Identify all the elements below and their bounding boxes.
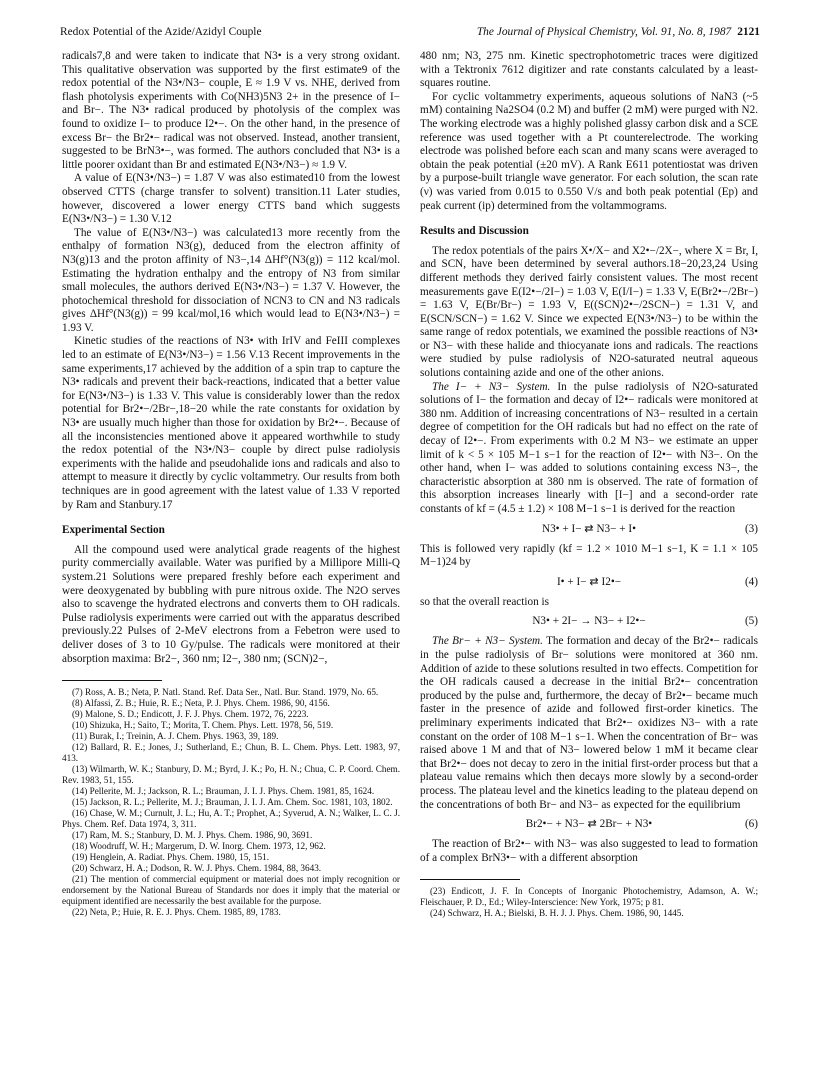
footnote: (20) Schwarz, H. A.; Dodson, R. W. J. Phys. Chem. 1984, 88, 3643. [72,863,322,874]
footnote: (18) Woodruff, W. H.; Margerum, D. W. Inorg. Chem. 1973, 12, 962. [72,841,326,852]
paragraph [420,635,758,812]
footnotes-right [420,886,758,919]
footnote: (22) Neta, P.; Huie, R. E. J. Phys. Chem. 1985, 89, 1783. [72,907,281,918]
footnote: (8) Alfassi, Z. B.; Huie, R. E.; Neta, P. J. Phys. Chem. 1986, 90, 4156. [72,698,330,709]
paragraph: A value of E(N3•/N3−) = 1.87 V was also estimated10 from the lowest observed CTTS (charge transfer to solvent) transition.11 Later studies, however, discovered a lower energy CTTS band which suggests E(N3•/N3−) = 1.30 V.12 [62,172,400,226]
equation-5 [420,615,758,629]
page-number: 2121 [737,26,760,38]
equation-text: N3• + I− ⇄ N3− + I• [541,522,637,535]
footnotes-left [62,687,400,918]
paragraph [420,381,758,517]
right-column [420,50,758,919]
paragraph: 480 nm; N3, 275 nm. Kinetic spectrophotometric traces were digitized with a Tektronix 7612 digitizer and rate constants calculated by a least-squares routine. [420,50,758,90]
equation-text: I• + I− ⇄ I2•− [556,575,622,588]
running-title: Redox Potential of the Azide/Azidyl Couple [60,26,262,38]
footnote: (14) Pellerite, M. J.; Jackson, R. L.; Brauman, J. I. J. Phys. Chem. 1981, 85, 1624. [72,786,375,797]
paragraph: The redox potentials of the pairs X•/X− and X2•−/2X−, where X = Br, I, and SCN, have been determined by several authors.18−20,23,24 Using different methods they derived fairly consistent values. The most recent measurements gave E(I2•−/2I−) = 1.03 V, E(I/I−) = 1.33 V, E(Br2•−/2Br−) = 1.63 V, E(Br/Br−) = 1.93 V, E((SCN)2•−/2SCN−) = 1.31 V, and E(SCN/SCN−) = 1.62 V. Since we expected E(N3•/N3−) to be within the same range of redox potentials, we examined the possible reactions of N3• or N3− with these halide and thiocyanate ions and radicals. The reactions were studied by pulse radiolysis of N2O-saturated neutral aqueous solutions containing azide and one of the other anions. [420,244,758,380]
paragraph: All the compound used were analytical grade reagents of the highest purity commercially available. Water was purified by a Millipore Milli-Q system.21 Solutions were prepared freshly before each experiment and were deoxygenated by bubbling with pure nitrous oxide. The N2O serves also to scavenge the hydrated electrons and converts them to OH radicals. Pulse radiolysis experiments were carried out with the apparatus described previously.22 Pulses of 2-MeV electrons from a Febetron were used to deliver doses of 3 to 10 Gy/pulse. The radicals were monitored at their absorption maxima: Br2−, 360 nm; I2−, 380 nm; (SCN)2−, [62,543,400,665]
equation-text: N3• + 2I− → N3− + I2•− [532,615,646,628]
paragraph-text: The formation and decay of the Br2•− radicals in the pulse radiolysis of Br− solutions were monitored at 360 nm. Addition of azide to these solutions resulted in two effects. Competition for the OH radicals caused a decrease in the initial Br2•− concentration produced by the pulse and, furthermore, the decay of Br2•− became much faster in the presence of azide and followed first-order kinetics. The preliminary experiments indicated that Br2•− oxidizes N3− with a rate constant on the order of 108 M−1 s−1. When the concentration of Br− was raised above 1 M and that of N3− lowered below 1 mM it became clear that Br2•− does not decay to zero in the initial first-order process but that a plateau value remains which then decays more slowly by a second-order process. The plateau level and the kinetics leading to the plateau depend on the concentrations of both Br− and N3− as expected for the equilibrium [420,635,758,811]
footnote: (21) The mention of commercial equipment or material does not imply recognition or endorsement by the National Bureau of Standards nor does it imply that the material or equipment identified are necessarily the best available for the purpose. [62,874,400,907]
footnote: (19) Henglein, A. Radiat. Phys. Chem. 1980, 15, 151. [72,852,270,863]
equation-number: (3) [744,522,758,535]
subsection-lead-iodide: The I− + N3− System. [432,380,551,393]
equation-text: Br2•− + N3− ⇄ 2Br− + N3• [525,818,653,831]
paragraph: The reaction of Br2•− with N3− was also suggested to lead to formation of a complex BrN3•− with a different absorption [420,838,758,864]
paragraph: radicals7,8 and were taken to indicate that N3• is a very strong oxidant. This qualitative observation was supported by the first estimate9 of the redox potential of the N3•/N3− couple, E ≈ 1.9 V vs. NHE, derived from flash photolysis experiments with Co(NH3)5N3 2+ in the presence of I− and Br−. The N3• radical produced by photolysis of the complex was found to oxidize I− to produce I2•−. On the other hand, in the presence of excess Br− the Br2•− radical was not observed. Instead, another transient, suggested to be BrN3•−, was formed. The authors concluded that N3• is a little poorer oxidant than Br and estimated E(N3•/N3−) ≈ 1.9 V. [62,50,400,171]
footnote-divider [62,680,162,681]
section-heading-results: Results and Discussion [420,225,529,238]
footnote: (17) Ram, M. S.; Stanbury, D. M. J. Phys. Chem. 1986, 90, 3691. [72,830,313,841]
equation-number: (5) [744,615,758,628]
journal-name: The Journal of Physical Chemistry, Vol. 91, No. 8, 1987 [476,26,732,38]
footnote: (13) Wilmarth, W. K.; Stanbury, D. M.; Byrd, J. K.; Po, H. N.; Chua, C. P. Coord. Chem. Rev. 1983, 51, 155. [62,764,400,786]
footnote: (9) Malone, S. D.; Endicott, J. F. J. Phys. Chem. 1972, 76, 2223. [72,709,309,720]
footnote-divider [420,879,520,880]
footnote: (10) Shizuka, H.; Saito, T.; Morita, T. Chem. Phys. Lett. 1978, 56, 519. [72,720,334,731]
footnote: (7) Ross, A. B.; Neta, P. Natl. Stand. Ref. Data Ser., Natl. Bur. Stand. 1979, No. 65. [72,687,379,698]
paragraph: For cyclic voltammetry experiments, aqueous solutions of NaN3 (~5 mM) containing Na2SO4 (0.2 M) and buffer (2 mM) were purged with N2. The working electrode was a highly polished glassy carbon disk and a SCE reference was used together with a Pt counterelectrode. The working electrode was polished before each scan and many scans were averaged to obtain the peak potential (±20 mV). A Rank E611 potentiostat was driven by a purpose-built triangle wave generator. For each solution, the scan rate (ν) was varied from 0.015 to 0.550 V/s and both peak potential (Ep) and peak current (ip) determined from the voltammograms. [420,90,758,212]
section-heading-experimental: Experimental Section [62,524,165,537]
footnote: (12) Ballard, R. E.; Jones, J.; Sutherland, E.; Chun, B. L. Chem. Phys. Lett. 1983, 97, 413. [62,742,400,764]
footnote: (15) Jackson, R. L.; Pellerite, M. J.; Brauman, J. I. J. Am. Chem. Soc. 1981, 103, 1802. [72,797,393,808]
paragraph: This is followed very rapidly (kf = 1.2 × 1010 M−1 s−1, K = 1.1 × 105 M−1)24 by [420,542,758,569]
footnote: (24) Schwarz, H. A.; Bielski, B. H. J. J. Phys. Chem. 1986, 90, 1445. [430,908,684,919]
paragraph: so that the overall reaction is [420,595,549,608]
footnote: (16) Chase, W. M.; Curnult, J. L.; Hu, A. T.; Prophet, A.; Syverud, A. N.; Walker, L. C. J. Phys. Chem. Ref. Data 1974, 3, 311. [62,808,400,830]
journal-citation [477,26,760,38]
subsection-lead-bromide: The Br− + N3− System. [432,635,543,648]
left-column [62,50,400,918]
equation-number: (6) [744,818,758,831]
paragraph-text: In the pulse radiolysis of N2O-saturated solutions of I− the formation and decay of I2•− radicals were monitored at 380 nm. Addition of increasing concentrations of N3− resulted in a certain degree of competition for the OH radicals but had no effect on the rate of decay of I2•−. From experiments with 0.2 M N3− we estimate an upper limit of k < 5 × 105 M−1 s−1 for the reaction of I2•− with N3−. On the other hand, when I− was added to solutions containing excess N3−, the characteristic absorption at 380 nm is observed. The rate of formation of this absorption increases linearly with [I−] and a second-order rate constants of kf = (4.5 ± 1.2) × 108 M−1 s−1 is derived for the reaction [420,380,758,515]
equation-6 [420,818,758,832]
equation-3 [420,523,758,537]
footnote: (23) Endicott, J. F. In Concepts of Inorganic Photochemistry, Adamson, A. W.; Fleischauer, P. D., Ed.; Wiley-Interscience: New York, 1975; p 81. [420,886,758,908]
running-header [60,26,760,42]
equation-number: (4) [744,575,758,588]
footnote: (11) Burak, I.; Treinin, A. J. Chem. Phys. 1963, 39, 189. [72,731,279,742]
paragraph: Kinetic studies of the reactions of N3• with IrIV and FeIII complexes led to an estimate of E(N3•/N3−) = 1.56 V.13 Recent improvements in the same experiments,17 achieved by the addition of a spin trap to capture the N3• radicals and prevent their back-reactions, indicated that a better value for E(N3•/N3−) is 1.33 V. This value is considerably lower than the redox potential for Br2•−/2Br−,18−20 while the rate constants for oxidation by N3• are usually much higher than those for oxidation by Br2•−. Because of all the inconsistencies mentioned above it appeared worthwhile to study the redox potential of the N3•/N3− couple by direct pulse radiolysis experiments with the halide and pseudohalide ions and radicals and also to attempt to measure it directly by cyclic voltammetry. Our results from both techniques are in good agreement with the latest value of 1.33 V reported by Ram and Stanbury.17 [62,335,400,511]
equation-4 [420,576,758,590]
paragraph: The value of E(N3•/N3−) was calculated13 more recently from the enthalpy of formation N3(g), deduced from the electron affinity of N3(g)13 and the proton affinity of N3−,14 ΔHf°(N3(g)) = 112 kcal/mol. Estimating the hydration enthalpy and the entropy of N3 from similar small molecules, the authors derived E(N3•/N3−) = 1.37 V. However, the photochemical threshold for dissociation of NCN3 to CN and N3 radicals gives ΔHf°(N3(g)) = 99 kcal/mol,16 which would lead to E(N3•/N3−) = 1.93 V. [62,226,400,334]
